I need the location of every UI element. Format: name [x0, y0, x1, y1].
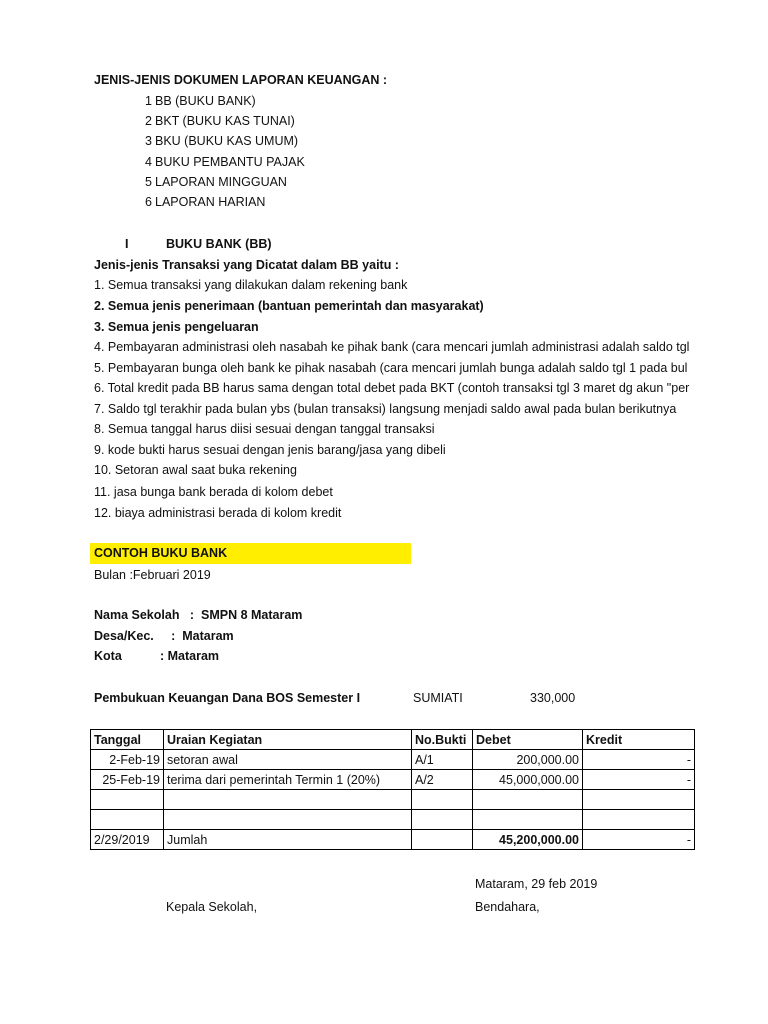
- table-cell: [583, 790, 695, 810]
- table-cell: 45,200,000.00: [473, 830, 583, 850]
- table-cell: [412, 790, 473, 810]
- table-cell: [412, 830, 473, 850]
- table-cell: A/2: [412, 770, 473, 790]
- list-item: 1. Semua transaksi yang dilakukan dalam rekening bank: [94, 278, 408, 292]
- list-item: 10. Setoran awal saat buka rekening: [94, 463, 297, 477]
- list-item: 12. biaya administrasi berada di kolom kredit: [94, 506, 342, 520]
- section-number: I: [125, 237, 129, 251]
- table-cell: [473, 790, 583, 810]
- bos-title: Pembukuan Keuangan Dana BOS Semester I: [94, 691, 361, 705]
- school-name: Nama Sekolah : SMPN 8 Mataram: [94, 608, 303, 622]
- list-item: 6. Total kredit pada BB harus sama dengan total debet pada BKT (contoh transaksi tgl 3 maret dg akun "per: [94, 381, 690, 395]
- bos-amount: 330,000: [530, 691, 576, 705]
- list-item: 4 BUKU PEMBANTU PAJAK: [145, 155, 305, 169]
- list-item: 5 LAPORAN MINGGUAN: [145, 175, 287, 189]
- table-cell: [473, 810, 583, 830]
- table-row: [91, 750, 695, 770]
- table-row: [91, 790, 695, 810]
- principal-signature-label: Kepala Sekolah,: [166, 900, 258, 914]
- list-item: 3. Semua jenis pengeluaran: [94, 320, 259, 334]
- table-cell: 2/29/2019: [91, 830, 164, 850]
- table-cell: Jumlah: [164, 830, 412, 850]
- list-item: 1 BB (BUKU BANK): [145, 94, 256, 108]
- school-district: Desa/Kec. : Mataram: [94, 629, 234, 643]
- table-header-row: [91, 730, 695, 750]
- table-row: [91, 770, 695, 790]
- list-item: 4. Pembayaran administrasi oleh nasabah ke pihak bank (cara mencari jumlah administrasi adalah saldo tgl: [94, 340, 690, 354]
- column-header: No.Bukti: [412, 730, 473, 750]
- example-month: Bulan :Februari 2019: [94, 568, 211, 582]
- table-cell: -: [583, 830, 695, 850]
- table-cell: setoran awal: [164, 750, 412, 770]
- list-item: 8. Semua tanggal harus diisi sesuai dengan tanggal transaksi: [94, 422, 435, 436]
- column-header: Debet: [473, 730, 583, 750]
- table-cell: terima dari pemerintah Termin 1 (20%): [164, 770, 412, 790]
- table-total-row: [91, 830, 695, 850]
- table-cell: [412, 810, 473, 830]
- section-subtitle: Jenis-jenis Transaksi yang Dicatat dalam BB yaitu :: [94, 258, 399, 272]
- bank-book-table: [90, 729, 695, 850]
- table-cell: [583, 810, 695, 830]
- column-header: Uraian Kegiatan: [164, 730, 412, 750]
- list-item: 6 LAPORAN HARIAN: [145, 195, 266, 209]
- column-header: Tanggal: [91, 730, 164, 750]
- document-heading: JENIS-JENIS DOKUMEN LAPORAN KEUANGAN :: [94, 73, 388, 87]
- list-item: 3 BKU (BUKU KAS UMUM): [145, 134, 299, 148]
- column-header: Kredit: [583, 730, 695, 750]
- table-cell: 2-Feb-19: [91, 750, 164, 770]
- signature-place-date: Mataram, 29 feb 2019: [475, 877, 598, 891]
- list-item: 9. kode bukti harus sesuai dengan jenis barang/jasa yang dibeli: [94, 443, 446, 457]
- treasurer-signature-label: Bendahara,: [475, 900, 540, 914]
- table-cell: A/1: [412, 750, 473, 770]
- table-cell: [91, 790, 164, 810]
- list-item: 11. jasa bunga bank berada di kolom debet: [94, 485, 333, 499]
- list-item: 2. Semua jenis penerimaan (bantuan pemerintah dan masyarakat): [94, 299, 484, 313]
- list-item: 7. Saldo tgl terakhir pada bulan ybs (bulan transaksi) langsung menjadi saldo awal pada bulan berikutnya: [94, 402, 677, 416]
- table-cell: 45,000,000.00: [473, 770, 583, 790]
- list-item: 5. Pembayaran bunga oleh bank ke pihak nasabah (cara mencari jumlah bunga adalah saldo tgl 1 pada bul: [94, 361, 688, 375]
- treasurer-name: SUMIATI: [413, 691, 463, 705]
- table-cell: [164, 810, 412, 830]
- table-cell: -: [583, 770, 695, 790]
- table-cell: 200,000.00: [473, 750, 583, 770]
- table-cell: [91, 810, 164, 830]
- section-title: BUKU BANK (BB): [166, 237, 272, 251]
- school-city: Kota : Mataram: [94, 649, 220, 663]
- example-title: CONTOH BUKU BANK: [90, 543, 411, 564]
- table-cell: 25-Feb-19: [91, 770, 164, 790]
- table-row: [91, 810, 695, 830]
- table-cell: [164, 790, 412, 810]
- table-cell: -: [583, 750, 695, 770]
- list-item: 2 BKT (BUKU KAS TUNAI): [145, 114, 295, 128]
